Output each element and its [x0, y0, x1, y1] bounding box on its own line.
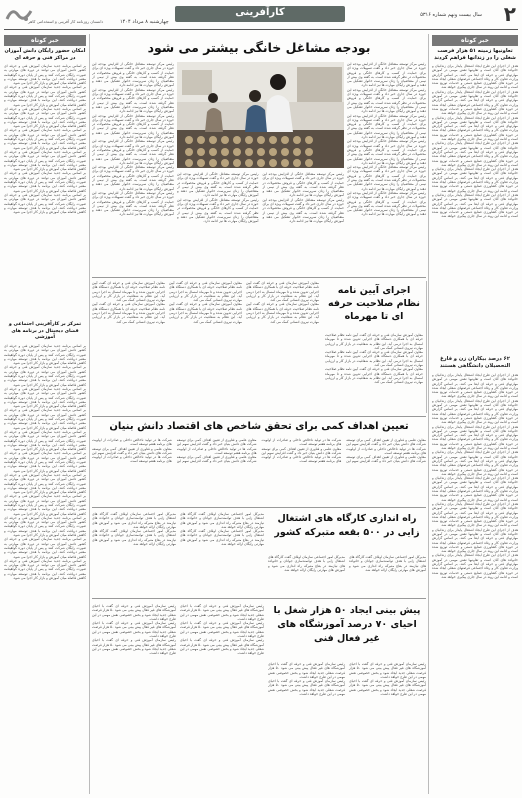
right-body-top: هدف از اجرای این طرح ایجاد اشتغال پایدار برای زندانیان و خانواده های آنان است و تعاونیها نقش مهمی در آموزش مهارتهای فنی و حرفه ای ایفا می کنند. بر اساس گزارش وزارت تعاون کار و رفاه اجتماعی فرصتهای شغلی ایجاد شده در حوزه های کشاورزی صنایع دستی و خدمات توزیع شده است و ادامه این روند در سال جاری پیگیری خواهد شد. هدف از اجرای این طرح ایجاد اشتغال پایدار برای زندانیان و خانواده های آنان است و تعاونیها نقش مهمی در آموزش مهارتهای فنی و حرفه ای ایفا می کنند. بر اساس گزارش وزارت تعاون کار و رفاه اجتماعی فرصتهای شغلی ایجاد شده در حوزه های کشاورزی صنایع دستی و خدمات توزیع شده است و ادامه این روند در سال جاری پیگیری خواهد شد. هدف از اجرای این طرح ایجاد اشتغال پایدار برای زندانیان و خانواده های آنان است و تعاونیها نقش مهمی در آموزش مهارتهای فنی و حرفه ای ایفا می کنند. بر اساس گزارش وزارت تعاون کار و رفاه اجتماعی فرصتهای شغلی ایجاد شده در حوزه های کشاورزی صنایع دستی و خدمات توزیع شده است و ادامه این روند در سال جاری پیگیری خواهد شد. هدف از اجرای این طرح ایجاد اشتغال پایدار برای زندانیان و خانواده های آنان است و تعاونیها نقش مهمی در آموزش مهارتهای فنی و حرفه ای ایفا می کنند. بر اساس گزارش وزارت تعاون کار و رفاه اجتماعی فرصتهای شغلی ایجاد شده در حوزه های کشاورزی صنایع دستی و خدمات توزیع شده است و ادامه این روند در سال جاری پیگیری خواهد شد. هدف از اجرای این طرح ایجاد اشتغال پایدار برای زندانیان و خانواده های آنان است و تعاونیها نقش مهمی در آموزش مهارتهای فنی و حرفه ای ایفا می کنند. بر اساس گزارش وزارت تعاون کار و رفاه اجتماعی فرصتهای شغلی ایجاد شده در حوزه های کشاورزی صنایع دستی و خدمات توزیع شده است و ادامه این روند در سال جاری پیگیری خواهد شد. هدف از اجرای این طرح ایجاد اشتغال پایدار برای زندانیان و خانواده های آنان است و تعاونیها نقش مهمی در آموزش مهارتهای فنی و حرفه ای ایفا می کنند. بر اساس گزارش وزارت تعاون کار و رفاه اجتماعی فرصتهای شغلی ایجاد شده در حوزه های کشاورزی صنایع دستی و خدمات توزیع شده است و ادامه این روند در سال جاری پیگیری خواهد شد.: [432, 64, 518, 219]
right-mid-headline: ۶۲ درصد بیکاران زن و فارغ التحصیلان دانشگاهی هستند: [439, 356, 511, 369]
masthead-rule: [4, 29, 518, 30]
workshops-body-left: مدیرکل امور اجتماعی سازمان اوقاف گفت کارگاه های اشتغال زایی با هدف توانمندسازی جوانان و خانواده های نیازمند در بقاع متبرکه راه اندازی می شود و آموزش های مهارتی رایگان ارائه خواهد شد. مدیرکل امور اجتماعی سازمان اوقاف گفت کارگاه های اشتغال زایی با هدف توانمندسازی جوانان و خانواده های نیازمند در بقاع متبرکه راه اندازی می شود و آموزش های مهارتی رایگان ارائه خواهد شد. مدیرکل امور اجتماعی سازمان اوقاف گفت کارگاه های اشتغال زایی با هدف توانمندسازی جوانان و خانواده های نیازمند در بقاع متبرکه راه اندازی می شود و آموزش های مهارتی رایگان ارائه خواهد شد. مدیرکل امور اجتماعی سازمان اوقاف گفت کارگاه های اشتغال زایی با هدف توانمندسازی جوانان و خانواده های نیازمند در بقاع متبرکه راه اندازی می شود و آموزش های مهارتی رایگان ارائه خواهد شد.: [92, 512, 264, 547]
left-news-bar: خبر کوتاه: [4, 35, 86, 46]
right-headline: تعاونیها زمینه ۵۱ هزار فرصت شغلی را در زندانها فراهم کردند: [434, 48, 516, 61]
edition-text: سال بیست ونهم شماره ۵۳۱۶: [420, 12, 482, 18]
lead-photo: [177, 62, 344, 168]
workshops-body-right: مدیرکل امور اجتماعی سازمان اوقاف گفت کارگاه های اشتغال زایی با هدف توانمندسازی جوانان و خانواده های نیازمند در بقاع متبرکه راه اندازی می شود و آموزش های مهارتی رایگان ارائه خواهد شد. مدیرکل امور اجتماعی سازمان اوقاف گفت کارگاه های اشتغال زایی با هدف توانمندسازی جوانان و خانواده های نیازمند در بقاع متبرکه راه اندازی می شود و آموزش های مهارتی رایگان ارائه خواهد شد.: [268, 555, 426, 572]
jobs-body-left: رئیس سازمان آموزش فنی و حرفه ای گفت با احیای آموزشگاه های غیر فعال پیش بینی می شود ۵۰ هزار فرصت شغلی جدید ایجاد شود و بخش خصوصی نقش مهمی در این طرح خواهد داشت. رئیس سازمان آموزش فنی و حرفه ای گفت با احیای آموزشگاه های غیر فعال پیش بینی می شود ۵۰ هزار فرصت شغلی جدید ایجاد شود و بخش خصوصی نقش مهمی در این طرح خواهد داشت. رئیس سازمان آموزش فنی و حرفه ای گفت با احیای آموزشگاه های غیر فعال پیش بینی می شود ۵۰ هزار فرصت شغلی جدید ایجاد شود و بخش خصوصی نقش مهمی در این طرح خواهد داشت. رئیس سازمان آموزش فنی و حرفه ای گفت با احیای آموزشگاه های غیر فعال پیش بینی می شود ۵۰ هزار فرصت شغلی جدید ایجاد شود و بخش خصوصی نقش مهمی در این طرح خواهد داشت. رئیس سازمان آموزش فنی و حرفه ای گفت با احیای آموزشگاه های غیر فعال پیش بینی می شود ۵۰ هزار فرصت شغلی جدید ایجاد شود و بخش خصوصی نقش مهمی در این طرح خواهد داشت. رئیس سازمان آموزش فنی و حرفه ای گفت با احیای آموزشگاه های غیر فعال پیش بینی می شود ۵۰ هزار فرصت شغلی جدید ایجاد شود و بخش خصوصی نقش مهمی در این طرح خواهد داشت.: [92, 604, 264, 656]
left-body-bottom: بر اساس برنامه جدید سازمان آموزش فنی و حرفه ای کشور دانش آموزان می توانند در دوره های مهارتی به صورت رایگان شرکت کنند و پس از پایان دوره گواهینامه معتبر دریافت کنند. این برنامه با هدف توسعه مهارت و کاهش فاصله میان آموزش و بازار کار اجرا می شود. بر اساس برنامه جدید سازمان آموزش فنی و حرفه ای کشور دانش آموزان می توانند در دوره های مهارتی به صورت رایگان شرکت کنند و پس از پایان دوره گواهینامه معتبر دریافت کنند. این برنامه با هدف توسعه مهارت و کاهش فاصله میان آموزش و بازار کار اجرا می شود. بر اساس برنامه جدید سازمان آموزش فنی و حرفه ای کشور دانش آموزان می توانند در دوره های مهارتی به صورت رایگان شرکت کنند و پس از پایان دوره گواهینامه معتبر دریافت کنند. این برنامه با هدف توسعه مهارت و کاهش فاصله میان آموزش و بازار کار اجرا می شود. بر اساس برنامه جدید سازمان آموزش فنی و حرفه ای کشور دانش آموزان می توانند در دوره های مهارتی به صورت رایگان شرکت کنند و پس از پایان دوره گواهینامه معتبر دریافت کنند. این برنامه با هدف توسعه مهارت و کاهش فاصله میان آموزش و بازار کار اجرا می شود. بر اساس برنامه جدید سازمان آموزش فنی و حرفه ای کشور دانش آموزان می توانند در دوره های مهارتی به صورت رایگان شرکت کنند و پس از پایان دوره گواهینامه معتبر دریافت کنند. این برنامه با هدف توسعه مهارت و کاهش فاصله میان آموزش و بازار کار اجرا می شود. بر اساس برنامه جدید سازمان آموزش فنی و حرفه ای کشور دانش آموزان می توانند در دوره های مهارتی به صورت رایگان شرکت کنند و پس از پایان دوره گواهینامه معتبر دریافت کنند. این برنامه با هدف توسعه مهارت و کاهش فاصله میان آموزش و بازار کار اجرا می شود. بر اساس برنامه جدید سازمان آموزش فنی و حرفه ای کشور دانش آموزان می توانند در دوره های مهارتی به صورت رایگان شرکت کنند و پس از پایان دوره گواهینامه معتبر دریافت کنند. این برنامه با هدف توسعه مهارت و کاهش فاصله میان آموزش و بازار کار اجرا می شود. بر اساس برنامه جدید سازمان آموزش فنی و حرفه ای کشور دانش آموزان می توانند در دوره های مهارتی به صورت رایگان شرکت کنند و پس از پایان دوره گواهینامه معتبر دریافت کنند. این برنامه با هدف توسعه مهارت و کاهش فاصله میان آموزش و بازار کار اجرا می شود. بر اساس برنامه جدید سازمان آموزش فنی و حرفه ای کشور دانش آموزان می توانند در دوره های مهارتی به صورت رایگان شرکت کنند و پس از پایان دوره گواهینامه معتبر دریافت کنند. این برنامه با هدف توسعه مهارت و کاهش فاصله میان آموزش و بازار کار اجرا می شود. بر اساس برنامه جدید سازمان آموزش فنی و حرفه ای کشور دانش آموزان می توانند در دوره های مهارتی به صورت رایگان شرکت کنند و پس از پایان دوره گواهینامه معتبر دریافت کنند. این برنامه با هدف توسعه مهارت و کاهش فاصله میان آموزش و بازار کار اجرا می شود. بر اساس برنامه جدید سازمان آموزش فنی و حرفه ای کشور دانش آموزان می توانند در دوره های مهارتی به صورت رایگان شرکت کنند و پس از پایان دوره گواهینامه معتبر دریافت کنند. این برنامه با هدف توسعه مهارت و کاهش فاصله میان آموزش و بازار کار اجرا می شود.: [4, 344, 86, 581]
workshops-headline: راه اندازی کارگاه های اشتغال زایی در ۵۰۰ بقعه متبرکه کشور: [274, 513, 420, 538]
lead-divider: [92, 277, 426, 278]
regulation-headline: اجرای آیین نامه نظام صلاحیت حرفه ای تا مهرماه: [328, 285, 420, 322]
page-number: ۲: [503, 2, 516, 26]
left-headline-1: امکان حضور رایگان دانش آموزان در مراکز فنی و حرفه ای: [4, 48, 86, 61]
right-body-bottom: هدف از اجرای این طرح ایجاد اشتغال پایدار برای زندانیان و خانواده های آنان است و تعاونیها نقش مهمی در آموزش مهارتهای فنی و حرفه ای ایفا می کنند. بر اساس گزارش وزارت تعاون کار و رفاه اجتماعی فرصتهای شغلی ایجاد شده در حوزه های کشاورزی صنایع دستی و خدمات توزیع شده است و ادامه این روند در سال جاری پیگیری خواهد شد. هدف از اجرای این طرح ایجاد اشتغال پایدار برای زندانیان و خانواده های آنان است و تعاونیها نقش مهمی در آموزش مهارتهای فنی و حرفه ای ایفا می کنند. بر اساس گزارش وزارت تعاون کار و رفاه اجتماعی فرصتهای شغلی ایجاد شده در حوزه های کشاورزی صنایع دستی و خدمات توزیع شده است و ادامه این روند در سال جاری پیگیری خواهد شد. هدف از اجرای این طرح ایجاد اشتغال پایدار برای زندانیان و خانواده های آنان است و تعاونیها نقش مهمی در آموزش مهارتهای فنی و حرفه ای ایفا می کنند. بر اساس گزارش وزارت تعاون کار و رفاه اجتماعی فرصتهای شغلی ایجاد شده در حوزه های کشاورزی صنایع دستی و خدمات توزیع شده است و ادامه این روند در سال جاری پیگیری خواهد شد. هدف از اجرای این طرح ایجاد اشتغال پایدار برای زندانیان و خانواده های آنان است و تعاونیها نقش مهمی در آموزش مهارتهای فنی و حرفه ای ایفا می کنند. بر اساس گزارش وزارت تعاون کار و رفاه اجتماعی فرصتهای شغلی ایجاد شده در حوزه های کشاورزی صنایع دستی و خدمات توزیع شده است و ادامه این روند در سال جاری پیگیری خواهد شد. هدف از اجرای این طرح ایجاد اشتغال پایدار برای زندانیان و خانواده های آنان است و تعاونیها نقش مهمی در آموزش مهارتهای فنی و حرفه ای ایفا می کنند. بر اساس گزارش وزارت تعاون کار و رفاه اجتماعی فرصتهای شغلی ایجاد شده در حوزه های کشاورزی صنایع دستی و خدمات توزیع شده است و ادامه این روند در سال جاری پیگیری خواهد شد. هدف از اجرای این طرح ایجاد اشتغال پایدار برای زندانیان و خانواده های آنان است و تعاونیها نقش مهمی در آموزش مهارتهای فنی و حرفه ای ایفا می کنند. بر اساس گزارش وزارت تعاون کار و رفاه اجتماعی فرصتهای شغلی ایجاد شده در حوزه های کشاورزی صنایع دستی و خدمات توزیع شده است و ادامه این روند در سال جاری پیگیری خواهد شد. هدف از اجرای این طرح ایجاد اشتغال پایدار برای زندانیان و خانواده های آنان است و تعاونیها نقش مهمی در آموزش مهارتهای فنی و حرفه ای ایفا می کنند. بر اساس گزارش وزارت تعاون کار و رفاه اجتماعی فرصتهای شغلی ایجاد شده در حوزه های کشاورزی صنایع دستی و خدمات توزیع شده است و ادامه این روند در سال جاری پیگیری خواهد شد. هدف از اجرای این طرح ایجاد اشتغال پایدار برای زندانیان و خانواده های آنان است و تعاونیها نقش مهمی در آموزش مهارتهای فنی و حرفه ای ایفا می کنند. بر اساس گزارش وزارت تعاون کار و رفاه اجتماعی فرصتهای شغلی ایجاد شده در حوزه های کشاورزی صنایع دستی و خدمات توزیع شده است و ادامه این روند در سال جاری پیگیری خواهد شد.: [432, 373, 518, 579]
lead-body-right: رئیس مرکز توسعه مشاغل خانگی از افزایش بودجه این حوزه در سال جاری خبر داد و گفت تسهیلات ویژه ای برای حمایت از کسب و کارهای خانگی و فروش محصولات در نظر گرفته شده است. به گفته وی بیش از نیمی از متقاضیان را زنان سرپرست خانوار تشکیل می دهند و آموزش رایگان مهارت ها نیز ادامه دارد. رئیس مرکز توسعه مشاغل خانگی از افزایش بودجه این حوزه در سال جاری خبر داد و گفت تسهیلات ویژه ای برای حمایت از کسب و کارهای خانگی و فروش محصولات در نظر گرفته شده است. به گفته وی بیش از نیمی از متقاضیان را زنان سرپرست خانوار تشکیل می دهند و آموزش رایگان مهارت ها نیز ادامه دارد. رئیس مرکز توسعه مشاغل خانگی از افزایش بودجه این حوزه در سال جاری خبر داد و گفت تسهیلات ویژه ای برای حمایت از کسب و کارهای خانگی و فروش محصولات در نظر گرفته شده است. به گفته وی بیش از نیمی از متقاضیان را زنان سرپرست خانوار تشکیل می دهند و آموزش رایگان مهارت ها نیز ادامه دارد. رئیس مرکز توسعه مشاغل خانگی از افزایش بودجه این حوزه در سال جاری خبر داد و گفت تسهیلات ویژه ای برای حمایت از کسب و کارهای خانگی و فروش محصولات در نظر گرفته شده است. به گفته وی بیش از نیمی از متقاضیان را زنان سرپرست خانوار تشکیل می دهند و آموزش رایگان مهارت ها نیز ادامه دارد. رئیس مرکز توسعه مشاغل خانگی از افزایش بودجه این حوزه در سال جاری خبر داد و گفت تسهیلات ویژه ای برای حمایت از کسب و کارهای خانگی و فروش محصولات در نظر گرفته شده است. به گفته وی بیش از نیمی از متقاضیان را زنان سرپرست خانوار تشکیل می دهند و آموزش رایگان مهارت ها نیز ادامه دارد. رئیس مرکز توسعه مشاغل خانگی از افزایش بودجه این حوزه در سال جاری خبر داد و گفت تسهیلات ویژه ای برای حمایت از کسب و کارهای خانگی و فروش محصولات در نظر گرفته شده است. به گفته وی بیش از نیمی از متقاضیان را زنان سرپرست خانوار تشکیل می دهند و آموزش رایگان مهارت ها نیز ادامه دارد.: [347, 62, 426, 217]
workshops-divider: [92, 598, 426, 599]
lead-body-left: رئیس مرکز توسعه مشاغل خانگی از افزایش بودجه این حوزه در سال جاری خبر داد و گفت تسهیلات ویژه ای برای حمایت از کسب و کارهای خانگی و فروش محصولات در نظر گرفته شده است. به گفته وی بیش از نیمی از متقاضیان را زنان سرپرست خانوار تشکیل می دهند و آموزش رایگان مهارت ها نیز ادامه دارد. رئیس مرکز توسعه مشاغل خانگی از افزایش بودجه این حوزه در سال جاری خبر داد و گفت تسهیلات ویژه ای برای حمایت از کسب و کارهای خانگی و فروش محصولات در نظر گرفته شده است. به گفته وی بیش از نیمی از متقاضیان را زنان سرپرست خانوار تشکیل می دهند و آموزش رایگان مهارت ها نیز ادامه دارد. رئیس مرکز توسعه مشاغل خانگی از افزایش بودجه این حوزه در سال جاری خبر داد و گفت تسهیلات ویژه ای برای حمایت از کسب و کارهای خانگی و فروش محصولات در نظر گرفته شده است. به گفته وی بیش از نیمی از متقاضیان را زنان سرپرست خانوار تشکیل می دهند و آموزش رایگان مهارت ها نیز ادامه دارد. رئیس مرکز توسعه مشاغل خانگی از افزایش بودجه این حوزه در سال جاری خبر داد و گفت تسهیلات ویژه ای برای حمایت از کسب و کارهای خانگی و فروش محصولات در نظر گرفته شده است. به گفته وی بیش از نیمی از متقاضیان را زنان سرپرست خانوار تشکیل می دهند و آموزش رایگان مهارت ها نیز ادامه دارد. رئیس مرکز توسعه مشاغل خانگی از افزایش بودجه این حوزه در سال جاری خبر داد و گفت تسهیلات ویژه ای برای حمایت از کسب و کارهای خانگی و فروش محصولات در نظر گرفته شده است. به گفته وی بیش از نیمی از متقاضیان را زنان سرپرست خانوار تشکیل می دهند و آموزش رایگان مهارت ها نیز ادامه دارد. رئیس مرکز توسعه مشاغل خانگی از افزایش بودجه این حوزه در سال جاری خبر داد و گفت تسهیلات ویژه ای برای حمایت از کسب و کارهای خانگی و فروش محصولات در نظر گرفته شده است. به گفته وی بیش از نیمی از متقاضیان را زنان سرپرست خانوار تشکیل می دهند و آموزش رایگان مهارت ها نیز ادامه دارد.: [92, 62, 174, 217]
regulation-body-cont: معاون آموزش سازمان فنی و حرفه ای گفت آیین نامه نظام صلاحیت حرفه ای با همکاری دستگاه های اجرایی تدوین شده و تا مهرماه امسال به اجرا درمی آید. این نظام به شفافیت در بازار کار و ارزیابی مهارت نیروی انسانی کمک می کند. معاون آموزش سازمان فنی و حرفه ای گفت آیین نامه نظام صلاحیت حرفه ای با همکاری دستگاه های اجرایی تدوین شده و تا مهرماه امسال به اجرا درمی آید. این نظام به شفافیت در بازار کار و ارزیابی مهارت نیروی انسانی کمک می کند. معاون آموزش سازمان فنی و حرفه ای گفت آیین نامه نظام صلاحیت حرفه ای با همکاری دستگاه های اجرایی تدوین شده و تا مهرماه امسال به اجرا درمی آید. این نظام به شفافیت در بازار کار و ارزیابی مهارت نیروی انسانی کمک می کند. معاون آموزش سازمان فنی و حرفه ای گفت آیین نامه نظام صلاحیت حرفه ای با همکاری دستگاه های اجرایی تدوین شده و تا مهرماه امسال به اجرا درمی آید. این نظام به شفافیت در بازار کار و ارزیابی مهارت نیروی انسانی کمک می کند. معاون آموزش سازمان فنی و حرفه ای گفت آیین نامه نظام صلاحیت حرفه ای با همکاری دستگاه های اجرایی تدوین شده و تا مهرماه امسال به اجرا درمی آید. این نظام به شفافیت در بازار کار و ارزیابی مهارت نیروی انسانی کمک می کند. معاون آموزش سازمان فنی و حرفه ای گفت آیین نامه نظام صلاحیت حرفه ای با همکاری دستگاه های اجرایی تدوین شده و تا مهرماه امسال به اجرا درمی آید. این نظام به شفافیت در بازار کار و ارزیابی مهارت نیروی انسانی کمک می کند.: [92, 281, 319, 324]
regulation-divider: [92, 416, 426, 417]
logo: [4, 3, 34, 25]
lead-headline: بودجه مشاغل خانگی بیشتر می شود: [147, 40, 371, 55]
right-news-bar: خبر کوتاه: [432, 35, 518, 46]
left-body-top: بر اساس برنامه جدید سازمان آموزش فنی و حرفه ای کشور دانش آموزان می توانند در دوره های مهارتی به صورت رایگان شرکت کنند و پس از پایان دوره گواهینامه معتبر دریافت کنند. این برنامه با هدف توسعه مهارت و کاهش فاصله میان آموزش و بازار کار اجرا می شود. بر اساس برنامه جدید سازمان آموزش فنی و حرفه ای کشور دانش آموزان می توانند در دوره های مهارتی به صورت رایگان شرکت کنند و پس از پایان دوره گواهینامه معتبر دریافت کنند. این برنامه با هدف توسعه مهارت و کاهش فاصله میان آموزش و بازار کار اجرا می شود. بر اساس برنامه جدید سازمان آموزش فنی و حرفه ای کشور دانش آموزان می توانند در دوره های مهارتی به صورت رایگان شرکت کنند و پس از پایان دوره گواهینامه معتبر دریافت کنند. این برنامه با هدف توسعه مهارت و کاهش فاصله میان آموزش و بازار کار اجرا می شود. بر اساس برنامه جدید سازمان آموزش فنی و حرفه ای کشور دانش آموزان می توانند در دوره های مهارتی به صورت رایگان شرکت کنند و پس از پایان دوره گواهینامه معتبر دریافت کنند. این برنامه با هدف توسعه مهارت و کاهش فاصله میان آموزش و بازار کار اجرا می شود. بر اساس برنامه جدید سازمان آموزش فنی و حرفه ای کشور دانش آموزان می توانند در دوره های مهارتی به صورت رایگان شرکت کنند و پس از پایان دوره گواهینامه معتبر دریافت کنند. این برنامه با هدف توسعه مهارت و کاهش فاصله میان آموزش و بازار کار اجرا می شود. بر اساس برنامه جدید سازمان آموزش فنی و حرفه ای کشور دانش آموزان می توانند در دوره های مهارتی به صورت رایگان شرکت کنند و پس از پایان دوره گواهینامه معتبر دریافت کنند. این برنامه با هدف توسعه مهارت و کاهش فاصله میان آموزش و بازار کار اجرا می شود. بر اساس برنامه جدید سازمان آموزش فنی و حرفه ای کشور دانش آموزان می توانند در دوره های مهارتی به صورت رایگان شرکت کنند و پس از پایان دوره گواهینامه معتبر دریافت کنند. این برنامه با هدف توسعه مهارت و کاهش فاصله میان آموزش و بازار کار اجرا می شود.: [4, 64, 86, 215]
knowledge-headline: تعیین اهداف کمی برای تحقق شاخص های اقتصاد دانش بنیان: [109, 421, 409, 432]
jobs-body-right: رئیس سازمان آموزش فنی و حرفه ای گفت با احیای آموزشگاه های غیر فعال پیش بینی می شود ۵۰ هزار فرصت شغلی جدید ایجاد شود و بخش خصوصی نقش مهمی در این طرح خواهد داشت. رئیس سازمان آموزش فنی و حرفه ای گفت با احیای آموزشگاه های غیر فعال پیش بینی می شود ۵۰ هزار فرصت شغلی جدید ایجاد شود و بخش خصوصی نقش مهمی در این طرح خواهد داشت. رئیس سازمان آموزش فنی و حرفه ای گفت با احیای آموزشگاه های غیر فعال پیش بینی می شود ۵۰ هزار فرصت شغلی جدید ایجاد شود و بخش خصوصی نقش مهمی در این طرح خواهد داشت. رئیس سازمان آموزش فنی و حرفه ای گفت با احیای آموزشگاه های غیر فعال پیش بینی می شود ۵۰ هزار فرصت شغلی جدید ایجاد شود و بخش خصوصی نقش مهمی در این طرح خواهد داشت.: [268, 662, 426, 697]
masthead-tagline: دانستان روزنامه کار آفرینی و استخدامی کاهر: [28, 19, 104, 24]
lead-body-under-photo: رئیس مرکز توسعه مشاغل خانگی از افزایش بودجه این حوزه در سال جاری خبر داد و گفت تسهیلات ویژه ای برای حمایت از کسب و کارهای خانگی و فروش محصولات در نظر گرفته شده است. به گفته وی بیش از نیمی از متقاضیان را زنان سرپرست خانوار تشکیل می دهند و آموزش رایگان مهارت ها نیز ادامه دارد. رئیس مرکز توسعه مشاغل خانگی از افزایش بودجه این حوزه در سال جاری خبر داد و گفت تسهیلات ویژه ای برای حمایت از کسب و کارهای خانگی و فروش محصولات در نظر گرفته شده است. به گفته وی بیش از نیمی از متقاضیان را زنان سرپرست خانوار تشکیل می دهند و آموزش رایگان مهارت ها نیز ادامه دارد. رئیس مرکز توسعه مشاغل خانگی از افزایش بودجه این حوزه در سال جاری خبر داد و گفت تسهیلات ویژه ای برای حمایت از کسب و کارهای خانگی و فروش محصولات در نظر گرفته شده است. به گفته وی بیش از نیمی از متقاضیان را زنان سرپرست خانوار تشکیل می دهند و آموزش رایگان مهارت ها نیز ادامه دارد. رئیس مرکز توسعه مشاغل خانگی از افزایش بودجه این حوزه در سال جاری خبر داد و گفت تسهیلات ویژه ای برای حمایت از کسب و کارهای خانگی و فروش محصولات در نظر گرفته شده است. به گفته وی بیش از نیمی از متقاضیان را زنان سرپرست خانوار تشکیل می دهند و آموزش رایگان مهارت ها نیز ادامه دارد.: [177, 172, 344, 224]
jobs-headline: پیش بینی ایجاد ۵۰ هزار شغل با احیای ۷۰ درصد آموزشگاه های غیر فعال فنی: [273, 605, 421, 644]
left-column-divider: [89, 34, 90, 794]
knowledge-divider: [92, 507, 426, 508]
masthead: [0, 0, 522, 30]
knowledge-body: معاون علمی و فناوری از تعیین اهداف کمی برای توسعه شرکت های دانش بنیان خبر داد و گفت افزایش سهم این شرکت ها در تولید ناخالص داخلی و صادرات از اولویت های برنامه هفتم توسعه است. معاون علمی و فناوری از تعیین اهداف کمی برای توسعه شرکت های دانش بنیان خبر داد و گفت افزایش سهم این شرکت ها در تولید ناخالص داخلی و صادرات از اولویت های برنامه هفتم توسعه است. معاون علمی و فناوری از تعیین اهداف کمی برای توسعه شرکت های دانش بنیان خبر داد و گفت افزایش سهم این شرکت ها در تولید ناخالص داخلی و صادرات از اولویت های برنامه هفتم توسعه است. معاون علمی و فناوری از تعیین اهداف کمی برای توسعه شرکت های دانش بنیان خبر داد و گفت افزایش سهم این شرکت ها در تولید ناخالص داخلی و صادرات از اولویت های برنامه هفتم توسعه است. معاون علمی و فناوری از تعیین اهداف کمی برای توسعه شرکت های دانش بنیان خبر داد و گفت افزایش سهم این شرکت ها در تولید ناخالص داخلی و صادرات از اولویت های برنامه هفتم توسعه است. معاون علمی و فناوری از تعیین اهداف کمی برای توسعه شرکت های دانش بنیان خبر داد و گفت افزایش سهم این شرکت ها در تولید ناخالص داخلی و صادرات از اولویت های برنامه هفتم توسعه است.: [92, 438, 426, 464]
masthead-date: چهارشنبه ۸ مرداد ۱۴۰۴: [120, 19, 169, 25]
left-headline-2: تمرکز بر کارآفرینی اجتماعی و فضای دیجیتال در برنامه های آموزشی: [8, 322, 82, 340]
regulation-body: معاون آموزش سازمان فنی و حرفه ای گفت آیین نامه نظام صلاحیت حرفه ای با همکاری دستگاه های اجرایی تدوین شده و تا مهرماه امسال به اجرا درمی آید. این نظام به شفافیت در بازار کار و ارزیابی مهارت نیروی انسانی کمک می کند. معاون آموزش سازمان فنی و حرفه ای گفت آیین نامه نظام صلاحیت حرفه ای با همکاری دستگاه های اجرایی تدوین شده و تا مهرماه امسال به اجرا درمی آید. این نظام به شفافیت در بازار کار و ارزیابی مهارت نیروی انسانی کمک می کند. معاون آموزش سازمان فنی و حرفه ای گفت آیین نامه نظام صلاحیت حرفه ای با همکاری دستگاه های اجرایی تدوین شده و تا مهرماه امسال به اجرا درمی آید. این نظام به شفافیت در بازار کار و ارزیابی مهارت نیروی انسانی کمک می کند.: [325, 333, 423, 385]
section-title: کارآفرینی: [235, 7, 285, 18]
right-column-divider: [428, 34, 429, 794]
